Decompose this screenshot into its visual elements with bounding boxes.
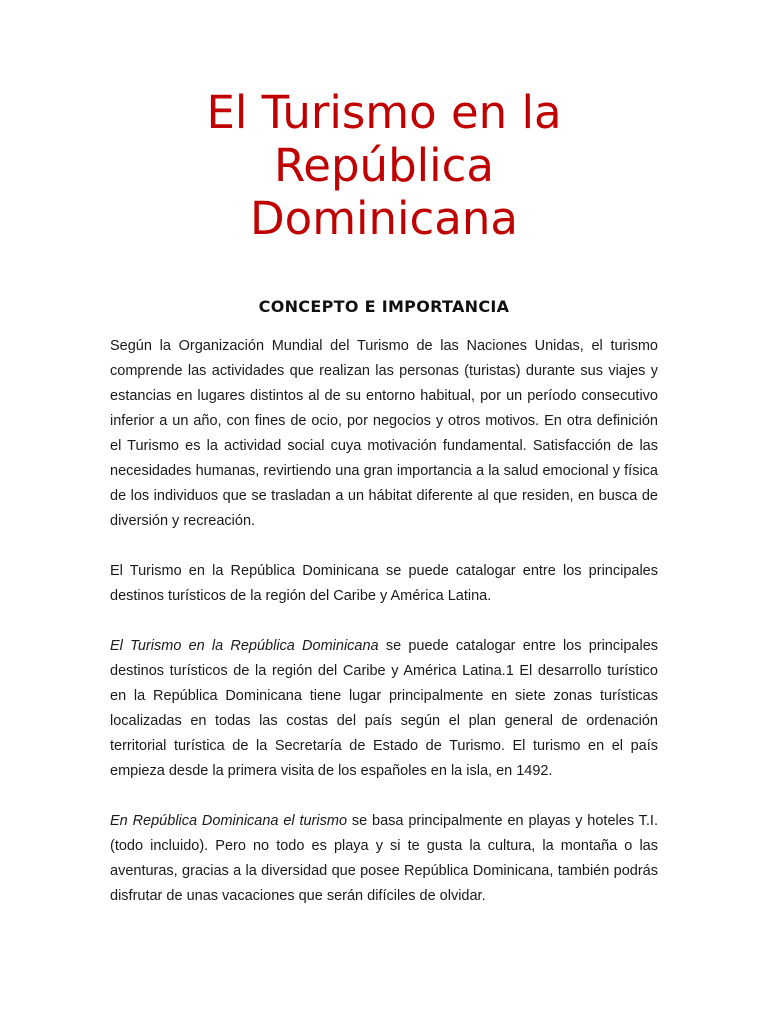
paragraph-3-italic: El Turismo en la República Dominicana (110, 638, 379, 654)
paragraph-4-text: se basa principalmente en playas y hoteles T.I. (todo incluido). Pero no todo es playa y si te gusta la cultura, la montaña o las aventuras, gracias a la diversidad que posee República Dominicana, también podrás disfrutar de unas vacaciones que serán difíciles de olvidar. (110, 813, 658, 904)
paragraph-4 (110, 809, 658, 909)
document-title (110, 80, 658, 245)
title-line-2: República (274, 139, 494, 192)
paragraph-2: El Turismo en la República Dominicana se puede catalogar entre los principales destinos turísticos de la región del Caribe y América Latina. (110, 563, 658, 604)
paragraph-4-italic: En República Dominicana el turismo (110, 813, 348, 829)
paragraph-3 (110, 634, 658, 784)
title-line-3: Dominicana (250, 192, 518, 245)
title-line-1: El Turismo en la (206, 86, 562, 139)
section-heading: CONCEPTO E IMPORTANCIA (258, 297, 510, 316)
paragraph-1: Según la Organización Mundial del Turismo de las Naciones Unidas, el turismo comprende las actividades que realizan las personas (turistas) durante sus viajes y estancias en lugares distintos al de su entorno habitual, por un período consecutivo inferior a un año, con fines de ocio, por negocios y otros motivos. En otra definición el Turismo es la actividad social cuya motivación fundamental. Satisfacción de las necesidades humanas, revirtiendo una gran importancia a la salud emocional y física de los individuos que se trasladan a un hábitat diferente al que residen, en busca de diversión y recreación. (110, 338, 658, 529)
paragraph-3-text: se puede catalogar entre los principales destinos turísticos de la región del Caribe y América Latina.1 El desarrollo turístico en la República Dominicana tiene lugar principalmente en siete zonas turísticas localizadas en todas las costas del país según el plan general de ordenación territorial turística de la Secretaría de Estado de Turismo. El turismo en el país empieza desde la primera visita de los españoles en la isla, en 1492. (110, 638, 659, 779)
